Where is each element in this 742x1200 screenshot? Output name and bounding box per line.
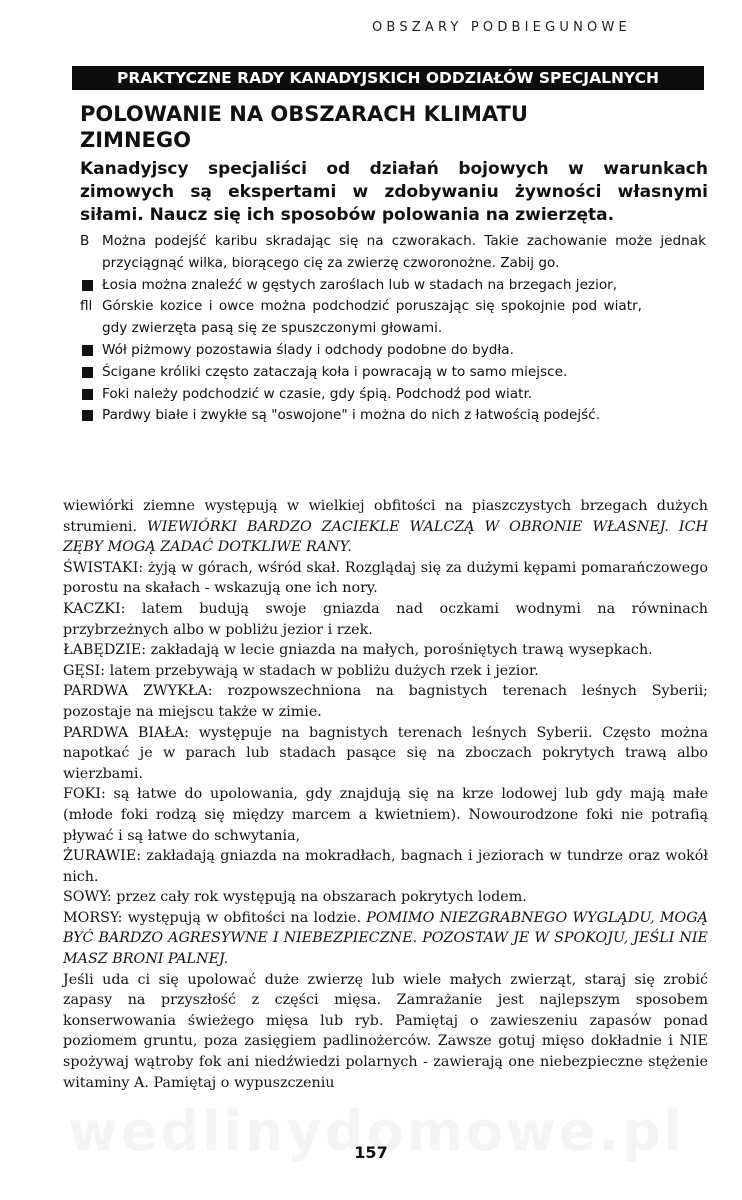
paragraph-cranes: ŻURAWIE: zakładają gniazda na mokradłach, bagnach i jeziorach w tundrze oraz wokół nich. xyxy=(63,848,708,885)
paragraph-storage: Jeśli uda ci się upolować duże zwierzę lub wiele małych zwierząt, staraj się zrobić zapasy na przyszłość z części mięsa. Zamrażanie jest najlepszym sposobem konserwowania świeżego mięsa lub ryb. Pamiętaj o zawieszeniu zapasów ponad poziomem gruntu, poza zasięgiem padlinożerców. Zawsze gotuj mięso dokładnie i NIE spożywaj wątroby fok ani niedźwiedzi polarnych - zawierają one niebezpieczne stężenie witaminy A. Pamiętaj o wypuszczeniu xyxy=(63,971,708,1091)
bullet-marker xyxy=(80,405,98,427)
bullet-marker: B xyxy=(80,233,90,249)
tip-item xyxy=(80,384,706,406)
tip-text: Łosia można znaleźć w gęstych zaroślach lub w stadach na brzegach jezior, xyxy=(102,276,618,293)
lead-paragraph: Kanadyjscy specjaliści od działań bojowych w warunkach zimowych są ekspertami w zdobywaniu żywności własnymi siłami. Naucz się ich sposobów polowania na zwierzęta. xyxy=(80,159,708,225)
tip-text: Pardwy białe i zwykłe są "oswojone" i można do nich z łatwością podejść. xyxy=(102,407,601,424)
running-header: OBSZARY PODBIEGUNOWE xyxy=(372,20,631,35)
paragraph-ptarmigan: PARDWA ZWYKŁA: rozpowszechniona na bagnistych terenach leśnych Syberii; pozostaje na miejscu także w zimie. xyxy=(63,683,708,720)
tip-text: Foki należy podchodzić w czasie, gdy śpią. Podchodź pod wiatr. xyxy=(102,385,533,402)
paragraph-owls: SOWY: przez cały rok występują na obszarach pokrytych lodem. xyxy=(63,889,527,906)
tip-item xyxy=(80,231,706,275)
body-span: wiewiórki ziemne występują w wielkiej obfitości na piaszczystych brzegach dużych strumieni. xyxy=(63,498,708,535)
paragraph-ducks: KACZKI: latem budują swoje gniazda nad oczkami wodnymi na równinach przybrzeżnych albo w pobliżu jezior i rzek. xyxy=(63,600,708,638)
bullet-marker xyxy=(80,362,98,384)
tip-item xyxy=(80,275,706,297)
paragraph-walruses xyxy=(63,908,708,970)
warning-text: POMIMO NIEZGRABNEGO WYGLĄDU, MOGĄ BYĆ BARDZO AGRESYWNE I NIEBEZPIECZNE. POZOSTAW JE W SPOKOJU, JEŚLI NIE MASZ BRONI PALNEJ. xyxy=(63,909,708,968)
paragraph-geese: GĘSI: latem przebywają w stadach w pobliżu dużych rzek i jezior. xyxy=(63,662,539,679)
paragraph-marmots: ŚWISTAKI: żyją w górach, wśród skał. Rozglądaj się za dużymi kępami pomarańczowego porostu na skałach - wskazują one ich nory. xyxy=(63,559,708,597)
tip-item xyxy=(80,362,706,384)
page-number: 157 xyxy=(354,1143,388,1162)
page-title: POLOWANIE NA OBSZARACH KLIMATU ZIMNEGO xyxy=(80,102,528,152)
tip-item xyxy=(80,296,642,340)
paragraph-swans: ŁABĘDZIE: zakładają w lecie gniazda na małych, porośniętych trawą wysepkach. xyxy=(63,642,653,659)
tip-item xyxy=(80,405,642,427)
bullet-marker xyxy=(80,275,98,297)
tip-text: Można podejść karibu skradając się na czworakach. Takie zachowanie może jednak przyciągnąć wilka, biorącego cię za zwierzę czworonożne. Zabij go. xyxy=(102,233,706,271)
tip-text: Wół piżmowy pozostawia ślady i odchody podobne do bydła. xyxy=(102,341,514,358)
bullet-marker xyxy=(80,340,98,362)
bullet-marker: fll xyxy=(80,298,93,315)
paragraph-willow-ptarmigan: PARDWA BIAŁA: występuje na bagnistych terenach leśnych Syberii. Często można napotkać je w parach lub stadach pasące się na zboczach pokrytych trawą albo wierzbami. xyxy=(63,724,708,782)
tip-text: Ścigane króliki często zataczają koła i powracają w to samo miejsce. xyxy=(102,363,568,380)
paragraph-squirrels xyxy=(63,496,708,558)
section-banner: PRAKTYCZNE RADY KANADYJSKICH ODDZIAŁÓW SPECJALNYCH xyxy=(72,66,704,90)
bullet-marker xyxy=(80,384,98,406)
tip-text: Górskie kozice i owce można podchodzić poruszając się spokojnie pod wiatr, gdy zwierzęta pasą się ze spuszczonymi głowami. xyxy=(102,298,642,337)
body-span: MORSY: występują w obfitości na lodzie. xyxy=(63,909,367,926)
paragraph-seals: FOKI: są łatwe do upolowania, gdy znajdują się na krze lodowej lub gdy mają małe (młode foki rodzą się między marcem a kwietniem). Nowourodzone foki nie potrafią pływać i są łatwe do schwytania, xyxy=(63,786,708,844)
warning-text: WIEWIÓRKI BARDZO ZACIEKLE WALCZĄ W OBRONIE WŁASNEJ. ICH ZĘBY MOGĄ ZADAĆ DOTKLIWE RANY. xyxy=(63,518,708,556)
body-text xyxy=(63,496,708,1093)
tips-list xyxy=(80,231,706,427)
tip-item xyxy=(80,340,706,362)
